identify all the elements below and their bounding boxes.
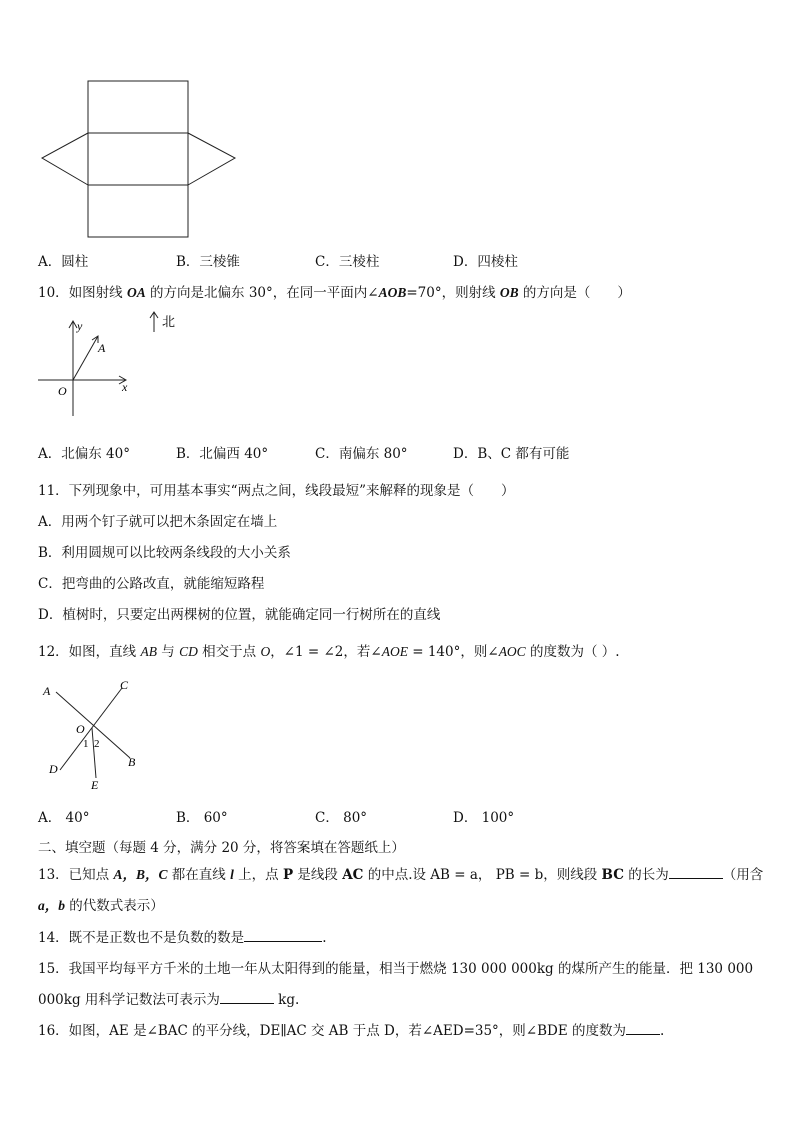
net-rect-middle xyxy=(88,133,188,185)
prism-net-figure xyxy=(38,78,242,242)
q15-answer-blank[interactable] xyxy=(220,991,274,1004)
q16-answer-blank[interactable] xyxy=(626,1022,660,1035)
net-rect-top xyxy=(88,81,188,133)
q13-line1: 13．已知点 A，B，C 都在直线 l 上，点 P 是线段 AC 的中点.设 AB = a， PB = b，则线段 BC 的长为 （用含 xyxy=(38,867,764,883)
q12-option-a: A． 40° xyxy=(38,810,90,826)
y-label: y xyxy=(77,319,83,333)
q10-option-d: D．B、C 都有可能 xyxy=(453,446,570,462)
svg-text:E: E xyxy=(91,778,99,792)
q10-option-c: C．南偏东 80° xyxy=(315,446,408,462)
q11-stem: 11．下列现象中，可用基本事实“两点之间，线段最短”来解释的现象是（ ） xyxy=(38,483,515,499)
svg-text:O: O xyxy=(76,722,85,736)
svg-text:1: 1 xyxy=(83,738,89,750)
q10-axes-figure xyxy=(34,308,194,420)
q9-option-c: C．三棱柱 xyxy=(315,254,380,270)
net-triangle-left xyxy=(42,133,88,185)
q10-option-a: A．北偏东 40° xyxy=(38,446,130,462)
q15-line1: 15．我国平均每平方千米的土地一年从太阳得到的能量，相当于燃烧 130 000 000kg 的煤所产生的能量．把 130 000 xyxy=(38,961,754,977)
q13-answer-blank[interactable] xyxy=(669,866,723,879)
q15-line2: 000kg 用科学记数法可表示为 kg. xyxy=(38,992,300,1008)
q13-line2: a，b 的代数式表示） xyxy=(38,898,164,914)
q9-option-a: A．圆柱 xyxy=(38,254,89,270)
q9-option-d: D．四棱柱 xyxy=(453,254,518,270)
q12-intersecting-lines-figure xyxy=(36,674,146,794)
svg-text:B: B xyxy=(128,755,136,769)
q11-option-b: B．利用圆规可以比较两条线段的大小关系 xyxy=(38,545,291,561)
q14: 14．既不是正数也不是负数的数是 . xyxy=(38,930,327,946)
q12-option-c: C． 80° xyxy=(315,810,368,826)
svg-text:A: A xyxy=(43,684,51,698)
q10-option-b: B．北偏西 40° xyxy=(176,446,269,462)
net-rect-bottom xyxy=(88,185,188,237)
q10-stem: 10．如图射线 OA 的方向是北偏东 30°，在同一平面内∠AOB=70°，则射线 OB 的方向是（ ） xyxy=(38,285,631,301)
svg-text:C: C xyxy=(120,678,129,692)
q16: 16．如图，AE 是∠BAC 的平分线，DE∥AC 交 AB 于点 D，若∠AED=35°，则∠BDE 的度数为 . xyxy=(38,1023,665,1039)
q12-stem: 12．如图，直线 AB 与 CD 相交于点 O，∠1 = ∠2，若∠AOE = 140°，则∠AOC 的度数为（ ）. xyxy=(38,644,620,660)
net-triangle-right xyxy=(188,133,235,185)
north-label: 北 xyxy=(162,314,176,329)
svg-text:D: D xyxy=(49,762,58,776)
ray-oe xyxy=(92,728,96,778)
q14-answer-blank[interactable] xyxy=(244,929,322,942)
q12-option-b: B． 60° xyxy=(176,810,228,826)
section-title: 二、填空题（每题 4 分，满分 20 分，将答案填在答题纸上） xyxy=(38,840,405,856)
q12-option-d: D． 100° xyxy=(453,810,515,826)
q9-option-b: B．三棱锥 xyxy=(176,254,240,270)
line-cd xyxy=(60,688,122,770)
origin-label: O xyxy=(58,384,67,398)
q11-option-c: C．把弯曲的公路改直，就能缩短路程 xyxy=(38,576,265,592)
line-ab xyxy=(56,692,130,758)
x-label: x xyxy=(122,380,128,394)
svg-text:2: 2 xyxy=(94,738,100,750)
ray-oa xyxy=(73,336,98,380)
a-label: A xyxy=(98,341,106,355)
q11-option-a: A．用两个钉子就可以把木条固定在墙上 xyxy=(38,514,278,530)
q11-option-d: D．植树时，只要定出两棵树的位置，就能确定同一行树所在的直线 xyxy=(38,607,441,623)
